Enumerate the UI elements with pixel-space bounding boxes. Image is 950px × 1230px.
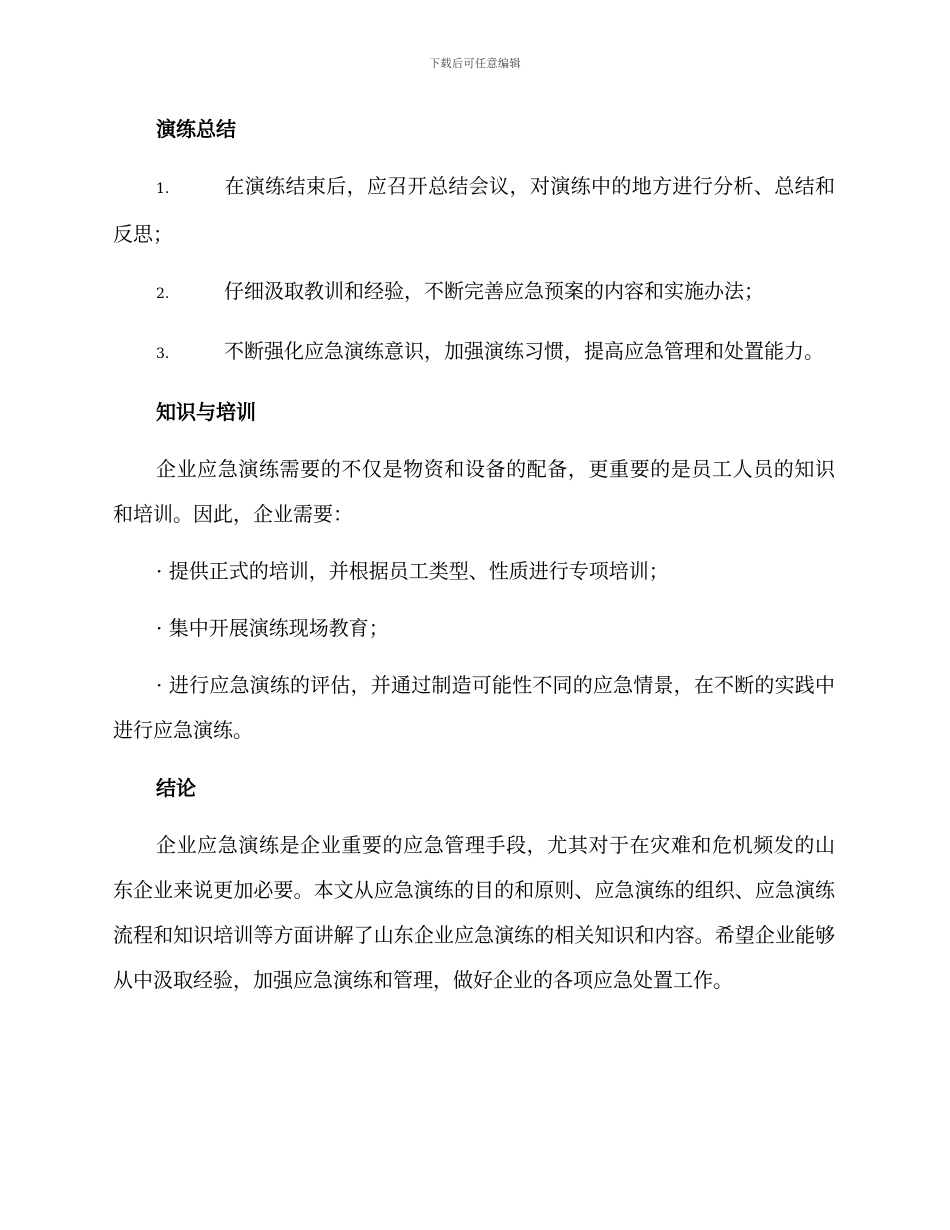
numbered-item xyxy=(113,269,835,317)
item-text: 不断强化应急演练意识，加强演练习惯，提高应急管理和处置能力。 xyxy=(224,339,824,363)
paragraph: 企业应急演练需要的不仅是物资和设备的配备，更重要的是员工人员的知识和培训。因此，企业需要： xyxy=(113,457,835,526)
bullet-item: · 集中开展演练现场教育； xyxy=(156,616,389,640)
page-header: 下载后可任意编辑 xyxy=(429,57,521,70)
numbered-item xyxy=(113,329,835,377)
item-number: 1. xyxy=(156,181,170,197)
document-body xyxy=(113,106,835,1015)
item-number: 3. xyxy=(156,346,170,362)
item-text: 仔细汲取教训和经验，不断完善应急预案的内容和实施办法； xyxy=(224,279,764,303)
bullet-item: · 进行应急演练的评估，并通过制造可能性不同的应急情景，在不断的实践中进行应急演练。 xyxy=(113,673,835,742)
section-heading-knowledge-training: 知识与培训 xyxy=(156,400,256,424)
paragraph: 企业应急演练是企业重要的应急管理手段，尤其对于在灾难和危机频发的山东企业来说更加必要。本文从应急演练的目的和原则、应急演练的组织、应急演练流程和知识培训等方面讲解了山东企业应急演练的相关知识和内容。希望企业能够从中汲取经验，加强应急演练和管理，做好企业的各项应急处置工作。 xyxy=(113,833,835,992)
bullet-item: · 提供正式的培训，并根据员工类型、性质进行专项培训； xyxy=(156,559,669,583)
item-number: 2. xyxy=(156,286,170,302)
item-text: 在演练结束后，应召开总结会议，对演练中的地方进行分析、总结和反思； xyxy=(113,174,835,246)
section-heading-drill-summary: 演练总结 xyxy=(156,117,236,141)
section-heading-conclusion: 结论 xyxy=(156,776,196,800)
numbered-item xyxy=(113,164,835,257)
